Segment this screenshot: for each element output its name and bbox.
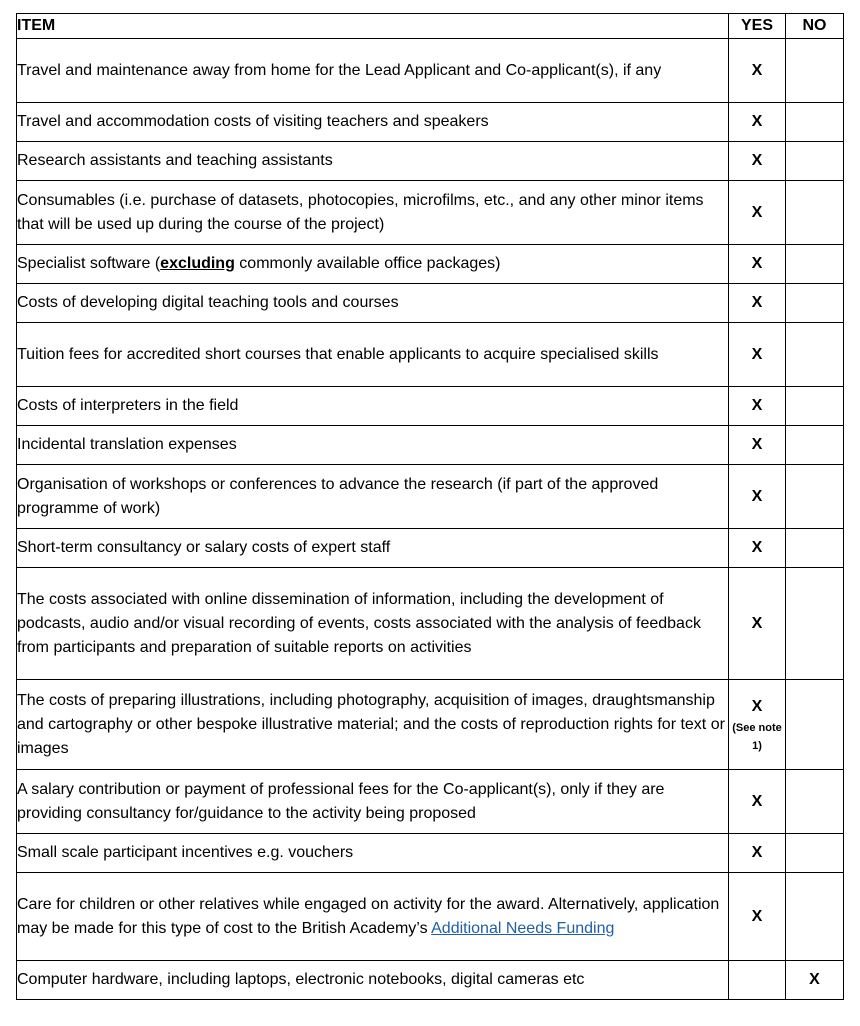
yes-mark: X (729, 284, 786, 323)
yes-mark: X (729, 770, 786, 834)
no-mark (786, 284, 844, 323)
yes-mark: X (729, 465, 786, 529)
item-text: Research assistants and teaching assistants (17, 142, 729, 181)
no-mark (786, 103, 844, 142)
no-mark (786, 387, 844, 426)
no-mark (786, 245, 844, 284)
table-row (17, 245, 844, 284)
item-text: Costs of interpreters in the field (17, 387, 729, 426)
item-text-post: commonly available office packages) (234, 255, 501, 272)
table-row (17, 103, 844, 142)
item-text: The costs associated with online dissemination of information, including the development of podcasts, audio and/or visual recording of events, costs associated with the analysis of feedback from participants and preparation of suitable reports on activities (17, 568, 729, 680)
excluding-emphasis: excluding (160, 255, 235, 272)
yes-mark: X (729, 873, 786, 961)
no-mark (786, 529, 844, 568)
table-row (17, 770, 844, 834)
table-row (17, 284, 844, 323)
item-text: Small scale participant incentives e.g. vouchers (17, 834, 729, 873)
no-mark (786, 834, 844, 873)
table-row (17, 961, 844, 1000)
eligible-costs-table (16, 13, 844, 1000)
yes-mark: X (729, 568, 786, 680)
no-mark (786, 465, 844, 529)
item-text: Costs of developing digital teaching tools and courses (17, 284, 729, 323)
table-row (17, 323, 844, 387)
yes-mark: X (729, 323, 786, 387)
item-text (17, 873, 729, 961)
item-text (17, 245, 729, 284)
yes-mark: X (729, 529, 786, 568)
table-row (17, 680, 844, 770)
table-row (17, 568, 844, 680)
item-text: A salary contribution or payment of professional fees for the Co-applicant(s), only if they are providing consultancy for/guidance to the activity being proposed (17, 770, 729, 834)
table-row (17, 529, 844, 568)
yes-header: YES (729, 14, 786, 39)
header-row (17, 14, 844, 39)
see-note-1: (See note 1) (732, 721, 782, 752)
table-row (17, 181, 844, 245)
item-text: Computer hardware, including laptops, electronic notebooks, digital cameras etc (17, 961, 729, 1000)
no-mark: X (786, 961, 844, 1000)
yes-mark (729, 680, 786, 770)
no-mark (786, 142, 844, 181)
yes-mark: X (729, 103, 786, 142)
table-row (17, 142, 844, 181)
yes-mark-value: X (751, 697, 763, 715)
yes-mark (729, 961, 786, 1000)
item-text: Consumables (i.e. purchase of datasets, photocopies, microfilms, etc., and any other minor items that will be used up during the course of the project) (17, 181, 729, 245)
item-text: The costs of preparing illustrations, including photography, acquisition of images, draughtsmanship and cartography or other bespoke illustrative material; and the costs of reproduction rights for text or images (17, 680, 729, 770)
item-text: Organisation of workshops or conferences to advance the research (if part of the approved programme of work) (17, 465, 729, 529)
item-text: Incidental translation expenses (17, 426, 729, 465)
additional-needs-funding-link[interactable]: Additional Needs Funding (431, 919, 615, 937)
no-mark (786, 181, 844, 245)
yes-mark: X (729, 426, 786, 465)
table-row (17, 39, 844, 103)
table-row (17, 873, 844, 961)
yes-mark: X (729, 245, 786, 284)
yes-mark: X (729, 181, 786, 245)
yes-mark: X (729, 39, 786, 103)
no-mark (786, 39, 844, 103)
no-mark (786, 323, 844, 387)
no-mark (786, 873, 844, 961)
no-mark (786, 568, 844, 680)
item-text: Travel and accommodation costs of visiting teachers and speakers (17, 103, 729, 142)
yes-mark: X (729, 142, 786, 181)
table-row (17, 465, 844, 529)
item-text: Tuition fees for accredited short courses that enable applicants to acquire specialised skills (17, 323, 729, 387)
item-text: Travel and maintenance away from home for the Lead Applicant and Co-applicant(s), if any (17, 39, 729, 103)
item-text-pre: Specialist software ( (17, 255, 161, 272)
yes-mark: X (729, 387, 786, 426)
no-mark (786, 770, 844, 834)
yes-mark: X (729, 834, 786, 873)
table-row (17, 834, 844, 873)
item-header: ITEM (17, 14, 729, 39)
table-row (17, 387, 844, 426)
item-text-pre: Care for children or other relatives while engaged on activity for the award. Alternatively, application may be made for this type of cost to the British Academy’s (17, 895, 720, 937)
item-text: Short-term consultancy or salary costs of expert staff (17, 529, 729, 568)
no-mark (786, 680, 844, 770)
table-row (17, 426, 844, 465)
no-mark (786, 426, 844, 465)
no-header: NO (786, 14, 844, 39)
